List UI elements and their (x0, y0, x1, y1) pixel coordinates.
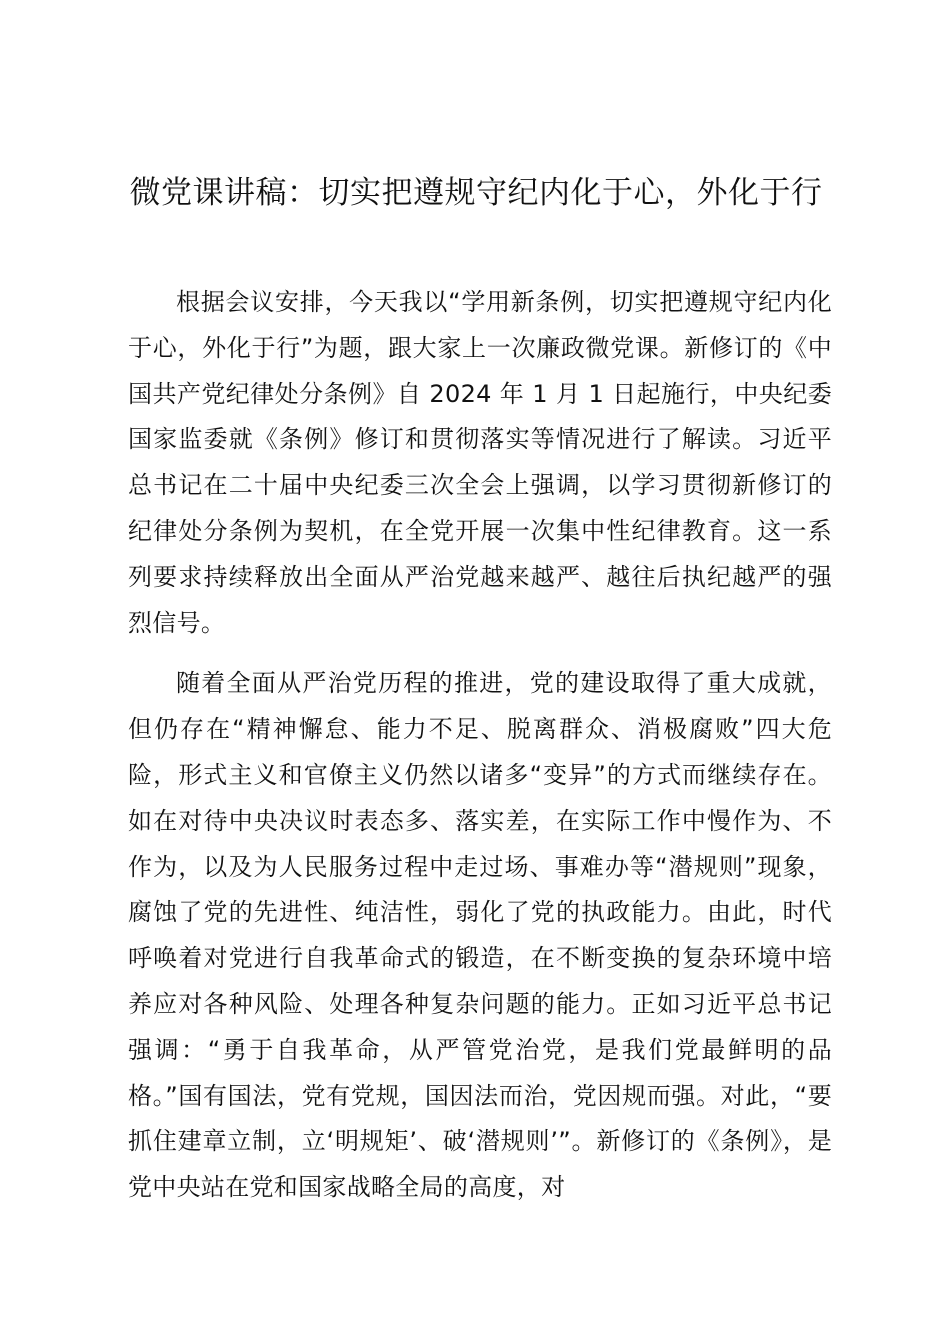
document-title: 微党课讲稿：切实把遵规守纪内化于心，外化于行 (129, 175, 823, 211)
document-body (128, 280, 832, 1226)
body-paragraph-1: 根据会议安排，今天我以“学用新条例，切实把遵规守纪内化于心，外化于行”为题，跟大家上一次廉政微党课。新修订的《中国共产党纪律处分条例》自 2024 年 1 月 1 日起施行，中央纪委国家监委就《条例》修订和贯彻落实等情况进行了解读。习近平总书记在二十届中央纪委三次全会上强调，以学习贯彻新修订的纪律处分条例为契机，在全党开展一次集中性纪律教育。这一系列要求持续释放出全面从严治党越来越严、越往后执纪越严的强烈信号。 (128, 288, 832, 637)
body-paragraph-2: 随着全面从严治党历程的推进，党的建设取得了重大成就，但仍存在“精神懈怠、能力不足、脱离群众、消极腐败”四大危险，形式主义和官僚主义仍然以诸多“变异”的方式而继续存在。如在对待中央决议时表态多、落实差，在实际工作中慢作为、不作为，以及为人民服务过程中走过场、事难办等“潜规则”现象，腐蚀了党的先进性、纯洁性，弱化了党的执政能力。由此，时代呼唤着对党进行自我革命式的锻造，在不断变换的复杂环境中培养应对各种风险、处理各种复杂问题的能力。正如习近平总书记强调：“勇于自我革命，从严管党治党，是我们党最鲜明的品格。”国有国法，党有党规，国因法而治，党因规而强。对此，“要抓住建章立制，立‘明规矩’、破‘潜规则’”。新修订的《条例》，是党中央站在党和国家战略全局的高度，对 (128, 669, 833, 1202)
